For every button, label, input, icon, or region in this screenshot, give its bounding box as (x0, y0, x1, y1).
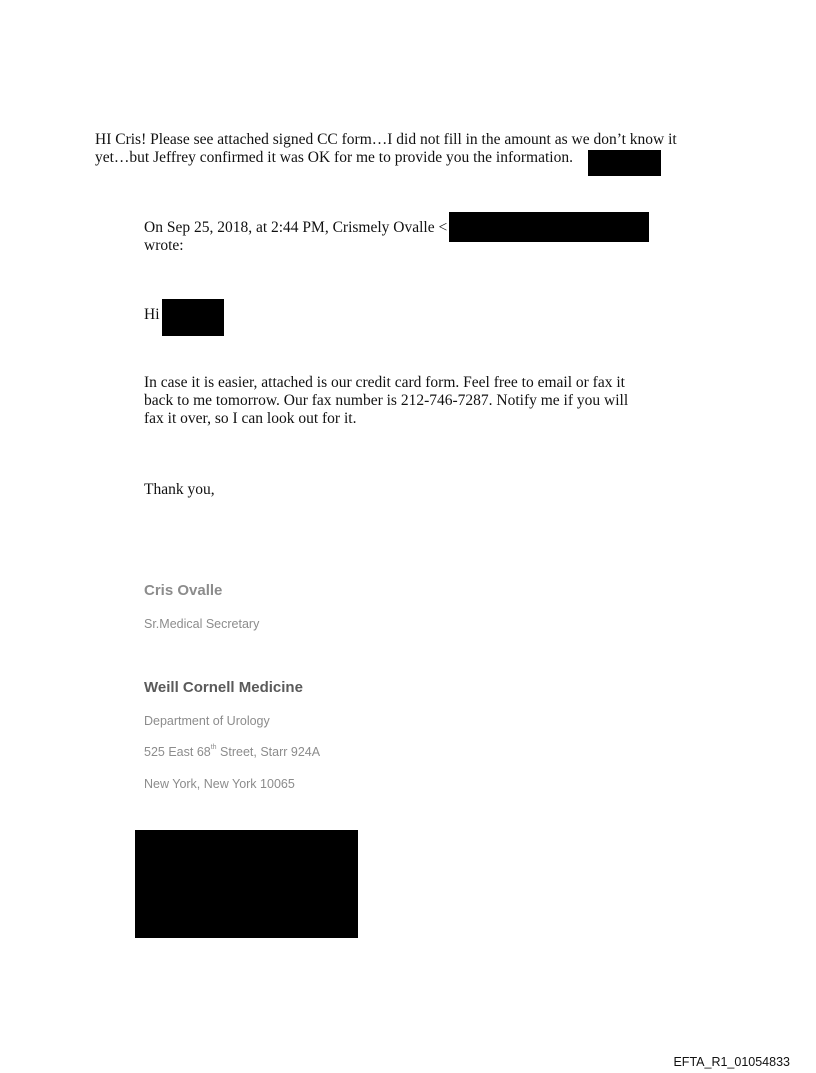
signature-department: Department of Urology (144, 714, 270, 728)
quoted-header-line-2: wrote: (144, 237, 184, 254)
redaction-block (162, 299, 224, 336)
reply-line-1: HI Cris! Please see attached signed CC form…I did not fill in the amount as we don’t know it (95, 131, 677, 148)
redaction-block (449, 212, 649, 242)
quoted-header-line-1: On Sep 25, 2018, at 2:44 PM, Crismely Ovalle < (144, 219, 448, 236)
closing: Thank you, (144, 481, 215, 498)
redaction-block (135, 830, 358, 938)
signature-street (144, 745, 320, 759)
street-rest: Street, Starr 924A (216, 745, 321, 759)
street-ordinal: th (210, 744, 217, 751)
greeting: Hi (144, 306, 160, 323)
reply-line-2: yet…but Jeffrey confirmed it was OK for me to provide you the information. (95, 149, 573, 166)
signature-organization: Weill Cornell Medicine (144, 679, 303, 696)
signature-city: New York, New York 10065 (144, 777, 295, 791)
signature-name: Cris Ovalle (144, 582, 223, 599)
quoted-body-paragraph (144, 374, 664, 428)
street-number: 525 East 68 (144, 745, 211, 759)
document-id: EFTA_R1_01054833 (673, 1055, 790, 1069)
signature-title: Sr.Medical Secretary (144, 617, 260, 631)
redaction-block (588, 150, 661, 176)
quoted-header (144, 219, 464, 255)
quoted-body-line-3: fax it over, so I can look out for it. (144, 410, 357, 427)
quoted-body-line-1: In case it is easier, attached is our credit card form. Feel free to email or fax it (144, 374, 625, 391)
quoted-body-line-2: back to me tomorrow. Our fax number is 212-746-7287. Notify me if you will (144, 392, 629, 409)
